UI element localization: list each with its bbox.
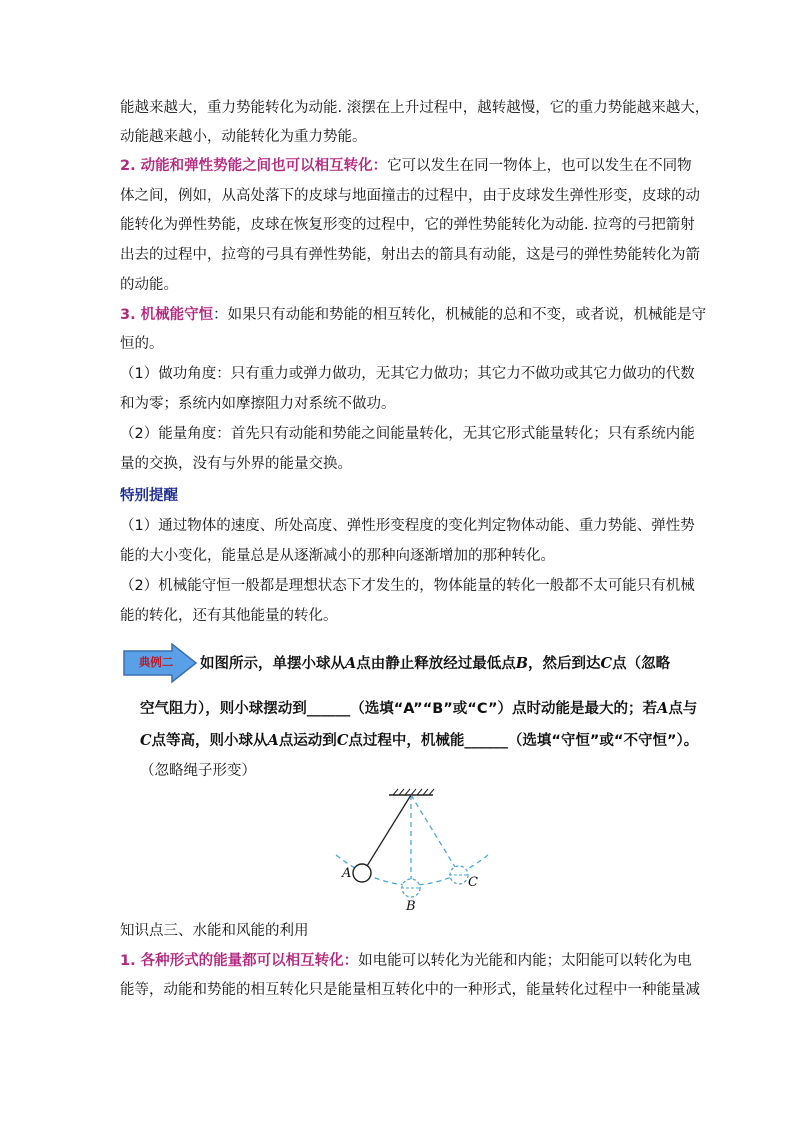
example-line3 [140,731,698,751]
section-k3-line1-text: 如电能可以转化为光能和内能；太阳能可以转化为电 [358,953,692,969]
reminder-item1-line2: 能的大小变化，能量总是从逐渐减小的那种向逐渐增加的那种转化。 [120,548,555,564]
example-line3-point-c2: C [336,732,349,749]
section3-item2-line1: （2）能量角度：首先只有动能和势能之间能量转化，无其它形式能量转化；只有系统内能 [120,426,695,442]
reminder-title: 特别提醒 [120,488,178,504]
section-k3-heading: 知识点三、水能和风能的利用 [120,923,309,939]
section-k3-line1 [120,951,692,971]
section2-line4: 出去的过程中，拉弯的弓具有弹性势能，射出去的箭具有动能，这是弓的弹性势能转化为箭 [120,247,700,263]
ball-b [402,879,420,897]
reminder-item2-line2: 能的转化，还有其他能量的转化。 [120,608,338,624]
example-line4: （忽略绳子形变） [140,763,256,779]
reminder-item1-line1: （1）通过物体的速度、所处高度、弹性形变程度的变化判定物体动能、重力势能、弹性势 [120,518,695,534]
section-k3-line2: 能等，动能和势能的相互转化只是能量相互转化中的一种形式，能量转化过程中一种能量减 [120,982,700,998]
ball-a [353,864,371,882]
example-line1 [200,654,670,674]
section3-title: 3. 机械能守恒 [120,307,214,323]
example-line3-part-c: 点过程中，机械能______（选填“守恒”或“不守恒”）。 [348,733,699,749]
example-line2-point-a: A [657,700,669,717]
example-line3-part-a: 点等高，则小球从 [151,733,268,749]
swing-arc [336,855,488,885]
example-line3-point-a: A [267,732,279,749]
ball-c [450,866,468,884]
section-k3-title: 1. 各种形式的能量都可以相互转化： [120,953,359,969]
para1-line1: 能越来越大，重力势能转化为动能. 滚摆在上升过程中，越转越慢，它的重力势能越来越大， [120,100,710,116]
reminder-item2-line1: （2）机械能守恒一般都是理想状态下才发生的，物体能量的转化一般都不太可能只有机械 [120,578,695,594]
section2-line1 [120,156,692,176]
example-badge-label: 典例二 [138,655,174,669]
section2-line2: 体之间，例如，从高处落下的皮球与地面撞击的过程中，由于皮球发生弹性形变，皮球的动 [120,188,700,204]
example-point-c: C [600,655,613,672]
ceiling-hatch [393,789,434,795]
figure-label-a: A [342,866,352,881]
para1-line2: 动能越来越小，动能转化为重力势能。 [120,129,367,145]
example-line2-text: 空气阻力），则小球摆动到______（选填“A”“B”或“C”）点时动能是最大的；若 [140,701,658,717]
example-line3-point-c: C [140,732,152,749]
example-point-a: A [345,655,357,672]
section3-item2-line2: 量的交换，没有与外界的能量交换。 [120,456,352,472]
example-point-b: B [515,655,529,672]
section2-line1-text: 它可以发生在同一物体上，也可以发生在不同物 [387,158,692,174]
figure-label-c: C [468,875,478,890]
example-line3-part-b: 点运动到 [278,733,337,749]
section2-line3: 能转化为弹性势能，皮球在恢复形变的过程中，它的弹性势能转化为动能. 拉弯的弓把箭射 [120,217,695,233]
string-a [367,795,411,866]
example-line2-tail: 点与 [668,701,698,717]
example-line2 [140,699,697,719]
section3-line1-text: ：如果只有动能和势能的相互转化，机械能的总和不变，或者说，机械能是守 [213,307,707,323]
example-line1-part-d: 点（忽略 [612,656,671,672]
figure-label-b: B [406,899,416,914]
example-line1-part-a: 如图所示，单摆小球从 [200,656,345,672]
section3-item1-line2: 和为零；系统内如摩擦阻力对系统不做功。 [120,396,396,412]
example-line1-part-c: ，然后到达 [528,656,601,672]
section3-line2: 恒的。 [120,336,164,352]
section2-title: 2. 动能和弹性势能之间也可以相互转化： [120,158,388,174]
string-c [411,795,455,867]
section3-item1-line1: （1）做功角度：只有重力或弹力做功，无其它力做功；其它力不做功或其它力做功的代数 [120,366,695,382]
section3-line1 [120,305,706,325]
example-line1-part-b: 点由静止释放经过最低点 [356,656,516,672]
section2-line5: 的动能。 [120,277,178,293]
